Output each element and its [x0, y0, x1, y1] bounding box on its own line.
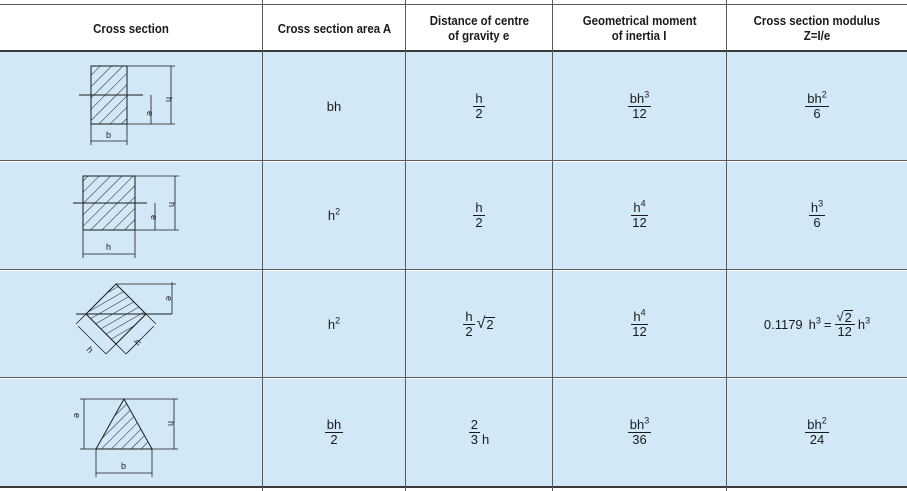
- modulus-prefix: 0.1179: [763, 316, 803, 332]
- cell-cross-section: [0, 379, 262, 486]
- inertia-denominator: 36: [632, 432, 647, 447]
- centroid-fraction: [469, 418, 480, 447]
- modulus-numerator: bh: [807, 90, 822, 106]
- centroid-fraction: [463, 310, 474, 339]
- cell-cross-section: [0, 52, 262, 160]
- inertia-numerator: bh: [629, 417, 645, 432]
- cell-modulus: [727, 271, 907, 377]
- dim-h-label: h: [132, 336, 143, 348]
- header-area: Cross section area A: [263, 5, 405, 51]
- cell-centroid: [406, 271, 552, 377]
- header-cross-section: Cross section: [0, 5, 262, 51]
- cell-area: [263, 162, 405, 269]
- grid-line: [552, 0, 553, 491]
- rectangle-section-diagram: [71, 61, 191, 151]
- inertia-fraction: [630, 307, 648, 339]
- modulus-fraction: √ 2 12: [835, 310, 855, 339]
- header-modulus-line2: Z=I/e: [803, 28, 831, 43]
- area-value: h: [327, 208, 336, 223]
- centroid-numerator: 2: [470, 417, 478, 432]
- cell-area: [263, 52, 405, 160]
- inertia-numerator: bh: [629, 90, 645, 106]
- modulus-radicand: 2: [844, 309, 852, 325]
- header-centroid-line1: Distance of centre: [429, 13, 529, 28]
- area-exponent: 2: [335, 206, 341, 217]
- cell-centroid: [406, 52, 552, 160]
- dim-e-label: e: [149, 214, 159, 220]
- centroid-numerator: h: [475, 200, 483, 215]
- sqrt-radicand: 2: [486, 317, 494, 332]
- dim-e-label: e: [145, 111, 155, 117]
- modulus-numerator: h: [810, 200, 819, 215]
- table-row: [0, 52, 907, 160]
- header-centroid-line2: of gravity e: [448, 28, 510, 43]
- grid-line: [262, 0, 263, 491]
- modulus-denominator: 24: [809, 432, 825, 447]
- modulus-fraction: [809, 198, 825, 230]
- modulus-equals: =: [823, 316, 832, 332]
- grid-line: [726, 0, 727, 491]
- square-section-diagram: [71, 170, 191, 262]
- modulus-suffix: h: [857, 316, 866, 332]
- centroid-fraction: [473, 92, 484, 121]
- area-value: h: [327, 316, 336, 332]
- modulus-exponent: 3: [818, 198, 824, 209]
- inertia-numerator: h: [633, 308, 641, 324]
- table-row: [0, 271, 907, 377]
- inertia-fraction: [628, 89, 651, 121]
- modulus-denominator: 6: [813, 215, 821, 230]
- modulus-suffix-exponent: 3: [865, 315, 871, 326]
- sqrt-symbol: √ 2: [476, 315, 494, 332]
- header-inertia: [553, 5, 726, 51]
- area-exponent: 2: [335, 315, 341, 326]
- area-fraction: [325, 418, 343, 447]
- dim-h-label: h: [164, 97, 174, 103]
- cell-area: [263, 379, 405, 486]
- inertia-exponent: 3: [644, 89, 650, 100]
- centroid-denominator: 2: [465, 323, 473, 339]
- modulus-base: h: [808, 316, 816, 332]
- dim-b-label: h: [106, 241, 112, 252]
- cell-cross-section: [0, 271, 262, 377]
- dim-b-label: b: [121, 460, 127, 471]
- centroid-denominator: 3: [470, 432, 478, 447]
- modulus-fraction: [805, 89, 828, 121]
- header-modulus-line1: Cross section modulus: [753, 13, 881, 28]
- modulus-denominator: 12: [837, 323, 852, 339]
- grid-line: [0, 377, 907, 378]
- cell-modulus: [727, 52, 907, 160]
- cell-inertia: [553, 52, 726, 160]
- inertia-exponent: 4: [640, 307, 646, 318]
- header-modulus: [727, 5, 907, 51]
- inertia-denominator: 12: [632, 215, 647, 230]
- modulus-denominator: 6: [813, 105, 821, 121]
- cell-centroid: [406, 379, 552, 486]
- cell-cross-section: [0, 162, 262, 269]
- grid-line: [0, 486, 907, 488]
- modulus-numerator: bh: [807, 417, 822, 432]
- cell-modulus: [727, 379, 907, 486]
- cell-inertia: [553, 271, 726, 377]
- centroid-suffix: h: [482, 432, 490, 447]
- inertia-exponent: 4: [640, 198, 646, 209]
- inertia-denominator: 12: [632, 105, 647, 121]
- area-numerator: bh: [326, 417, 342, 432]
- centroid-denominator: 2: [475, 105, 483, 121]
- centroid-numerator: h: [465, 308, 473, 324]
- inertia-exponent: 3: [644, 415, 650, 426]
- dim-h-label: h: [166, 420, 176, 426]
- cell-modulus: [727, 162, 907, 269]
- centroid-expression: [469, 418, 489, 447]
- area-value: bh: [326, 98, 342, 114]
- cell-area: [263, 271, 405, 377]
- grid-line: [0, 50, 907, 52]
- header-inertia-line2: of inertia I: [612, 28, 667, 43]
- cell-inertia: [553, 379, 726, 486]
- area-denominator: 2: [330, 432, 338, 447]
- dim-b-label: h: [84, 344, 96, 355]
- modulus-base-exponent: 3: [815, 315, 821, 326]
- modulus-expression: [764, 310, 870, 339]
- table-row: [0, 379, 907, 486]
- inertia-fraction: [628, 415, 651, 447]
- table-row: [0, 162, 907, 269]
- grid-line: [0, 160, 907, 161]
- grid-line: [0, 4, 907, 5]
- centroid-numerator: h: [475, 90, 483, 106]
- header-centroid: [406, 5, 552, 51]
- grid-line: [405, 0, 406, 491]
- inertia-numerator: h: [633, 200, 641, 215]
- modulus-exponent: 2: [821, 415, 827, 426]
- centroid-denominator: 2: [475, 215, 483, 230]
- modulus-fraction: [805, 415, 828, 447]
- dim-e-label: e: [72, 412, 82, 418]
- dim-e-label: e: [164, 296, 174, 302]
- cell-inertia: [553, 162, 726, 269]
- dim-h-label: h: [167, 201, 177, 207]
- dim-b-label: b: [106, 130, 112, 140]
- diamond-section-diagram: [66, 276, 196, 372]
- cell-centroid: [406, 162, 552, 269]
- header-inertia-line1: Geometrical moment: [582, 13, 697, 28]
- modulus-exponent: 2: [821, 89, 827, 100]
- inertia-denominator: 12: [632, 323, 647, 339]
- inertia-fraction: [630, 198, 648, 230]
- triangle-section-diagram: [66, 385, 196, 481]
- centroid-fraction: [473, 201, 484, 230]
- grid-line: [0, 269, 907, 270]
- centroid-expression: [463, 310, 494, 339]
